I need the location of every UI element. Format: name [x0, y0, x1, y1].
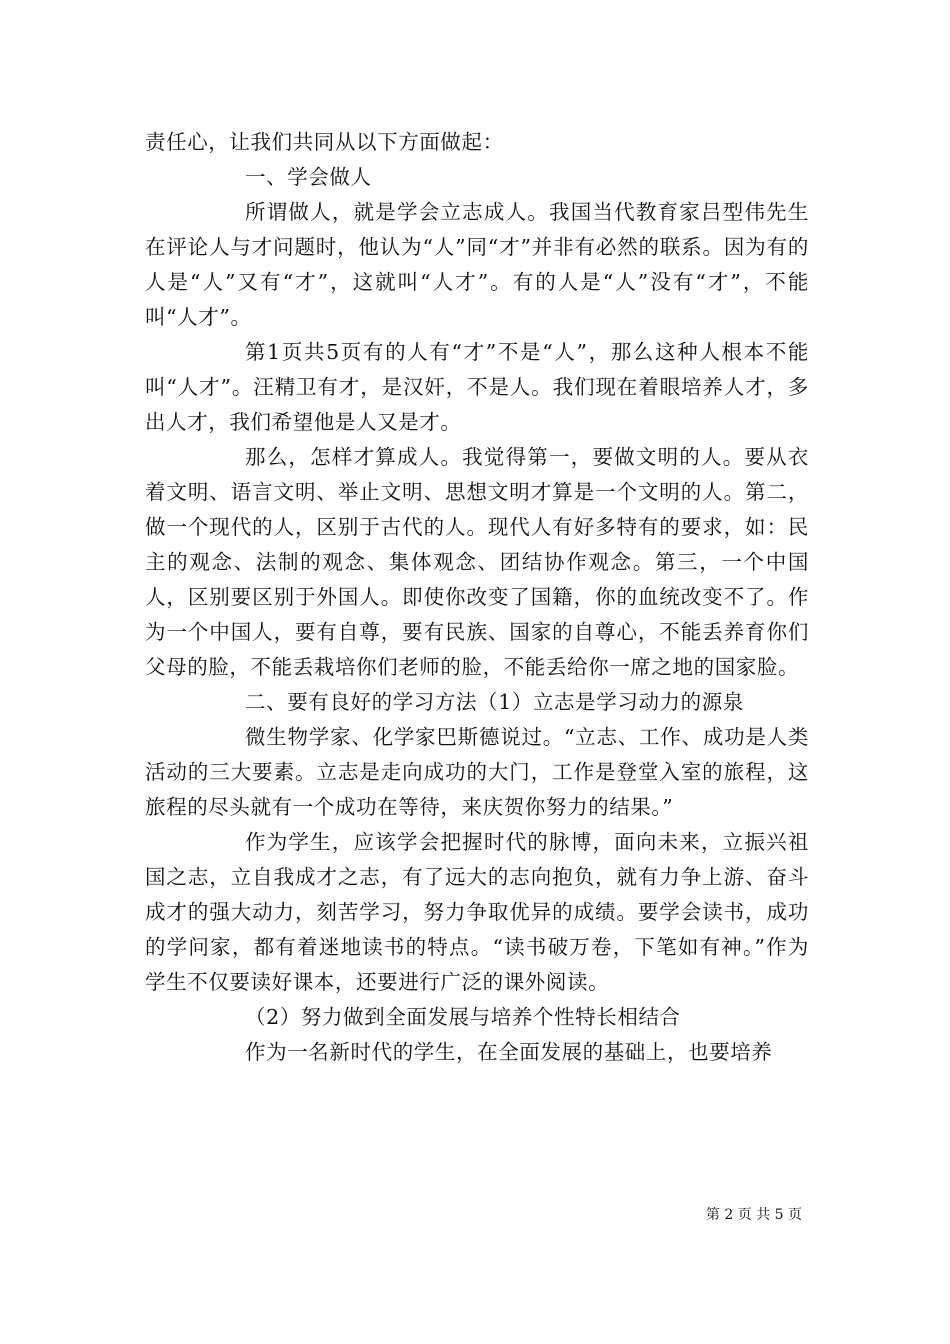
paragraph-talent-not-human: 第1页共5页有的人有“才”不是“人”，那么这种人根本不能叫“人才”。汪精卫有才，是汉奸，不是人。我们现在着眼培养人才，多出人才，我们希望他是人又是才。: [145, 340, 809, 434]
heading-learn-to-be-human: 一、学会做人: [245, 165, 372, 189]
paragraph-pasteur-quote: 微生物学家、化学家巴斯德说过。“立志、工作、成功是人类活动的三大要素。立志是走向成功的大门，工作是登堂入室的旅程，这旅程的尽头就有一个成功在等待，来庆贺你努力的结果。”: [145, 725, 809, 819]
heading-good-study-methods: 二、要有良好的学习方法（1）立志是学习动力的源泉: [245, 690, 744, 714]
paragraph-as-a-student: 作为学生，应该学会把握时代的脉博，面向未来，立振兴祖国之志，立自我成才之志，有了远大的志向抱负，就有力争上游、奋斗成才的强大动力，刻苦学习，努力争取优异的成绩。要学会读书，成功的学问家，都有着迷地读书的特点。“读书破万卷，下笔如有神。”作为学生不仅要读好课本，还要进行广泛的课外阅读。: [145, 830, 809, 994]
paragraph-new-era-student: 作为一名新时代的学生，在全面发展的基础上，也要培养: [245, 1040, 773, 1064]
paragraph-how-to-become-human: 那么，怎样才算成人。我觉得第一，要做文明的人。要从衣着文明、语言文明、举止文明、思想文明才算是一个文明的人。第二，做一个现代的人，区别于古代的人。现代人有好多特有的要求，如：民主的观念、法制的观念、集体观念、团结协作观念。第三，一个中国人，区别要区别于外国人。即使你改变了国籍，你的血统改变不了。作为一个中国人，要有自尊，要有民族、国家的自尊心，不能丢养育你们父母的脸，不能丢栽培你们老师的脸，不能丢给你一席之地的国家脸。: [145, 445, 809, 679]
paragraph-continuation: 责任心，让我们共同从以下方面做起：: [145, 130, 504, 154]
page-number-footer: 第 2 页 共 5 页: [705, 1207, 802, 1223]
document-body: [145, 125, 809, 1070]
heading-all-round-development: （2）努力做到全面发展与培养个性特长相结合: [245, 1005, 681, 1029]
paragraph-what-is-being-human: 所谓做人，就是学会立志成人。我国当代教育家吕型伟先生在评论人与才问题时，他认为“人”同“才”并非有必然的联系。因为有的人是“人”又有“才”，这就叫“人才”。有的人是“人”没有“才”，不能叫“人才”。: [145, 200, 809, 329]
